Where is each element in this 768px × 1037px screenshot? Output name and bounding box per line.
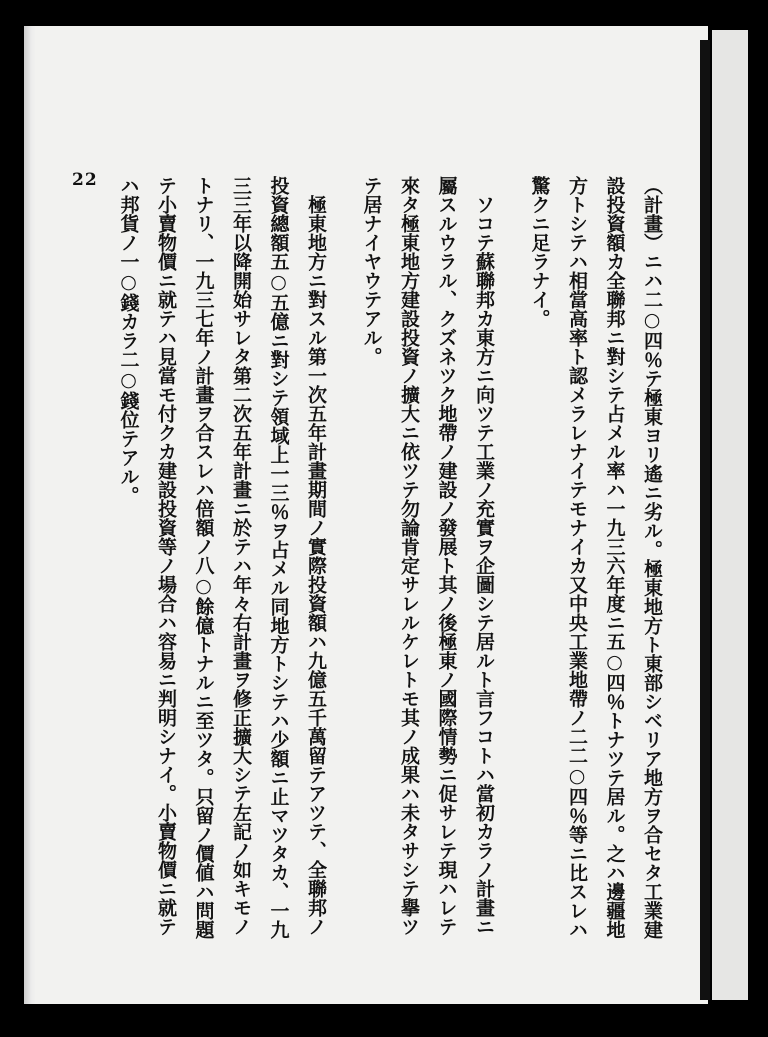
text-line-11: 三三年以降開始サレタ第二次五年計畫ニ於テハ年々右計畫ヲ修正擴大シテ左記ノ如キモノ [230, 176, 252, 936]
text-line-13: テ小賣物價ニ就テハ見當モ付クカ建設投資等ノ場合ハ容易ニ判明シナイ。小賣物價ニ就テ [155, 176, 177, 936]
text-line-7: 來タ極東地方建設投資ノ擴大ニ依ツテ勿論肯定サレルケレトモ其ノ成果ハ未タサシテ擧ツ [398, 176, 420, 936]
text-line-5: ソコテ蘇聯邦カ東方ニ向ツテ工業ノ充實ヲ企圖シテ居ルト言フコトハ當初カラノ計畫ニ [473, 195, 495, 936]
text-line-6: 屬スルウラル、クズネツク地帶ノ建設ノ發展ト其ノ後極東ノ國際情勢ニ促サレテ現ハレテ [435, 176, 458, 936]
text-line-8: テ居ナイヤウテアル。 [360, 176, 383, 366]
scan-border-right [748, 30, 768, 1037]
text-line-14: ハ邦貨ノ一○錢カラ二○錢位テアル。 [117, 176, 140, 505]
text-line-4: 驚クニ足ラナイ。 [528, 176, 551, 328]
text-line-10: 投資總額五○五億ニ對シテ領域上一三％ヲ占メル同地方トシテハ少額ニ止マツタカ、一九 [267, 176, 290, 939]
page-edge [24, 26, 36, 1004]
vertical-text-body [110, 176, 670, 976]
text-line-1: （計畫）ニハ二○四％テ極東ヨリ遙ニ劣ル。極東地方ト東部シベリア地方ヲ合セタ工業建 [641, 176, 663, 939]
text-line-9: 極東地方ニ對スル第一次五年計畫期間ノ實際投資額ハ九億五千萬留テアツテ、全聯邦ノ [305, 195, 327, 936]
book-gutter [700, 40, 710, 1000]
page-number: 22 [72, 170, 98, 190]
text-line-2: 設投資額カ全聯邦ニ對シテ占メル率ハ一九三六年度ニ五○四％トナツテ居ル。之ハ邊疆地 [603, 176, 626, 939]
text-line-3: 方トシテハ相當高率ト認メラレナイテモナイカ又中央工業地帶ノ二二○四％等ニ比スレハ [566, 176, 588, 939]
text-line-12: トナリ、一九三七年ノ計畫ヲ合スレハ倍額ノ八○餘億トナルニ至ツタ。只留ノ價値ハ問題 [192, 176, 215, 939]
